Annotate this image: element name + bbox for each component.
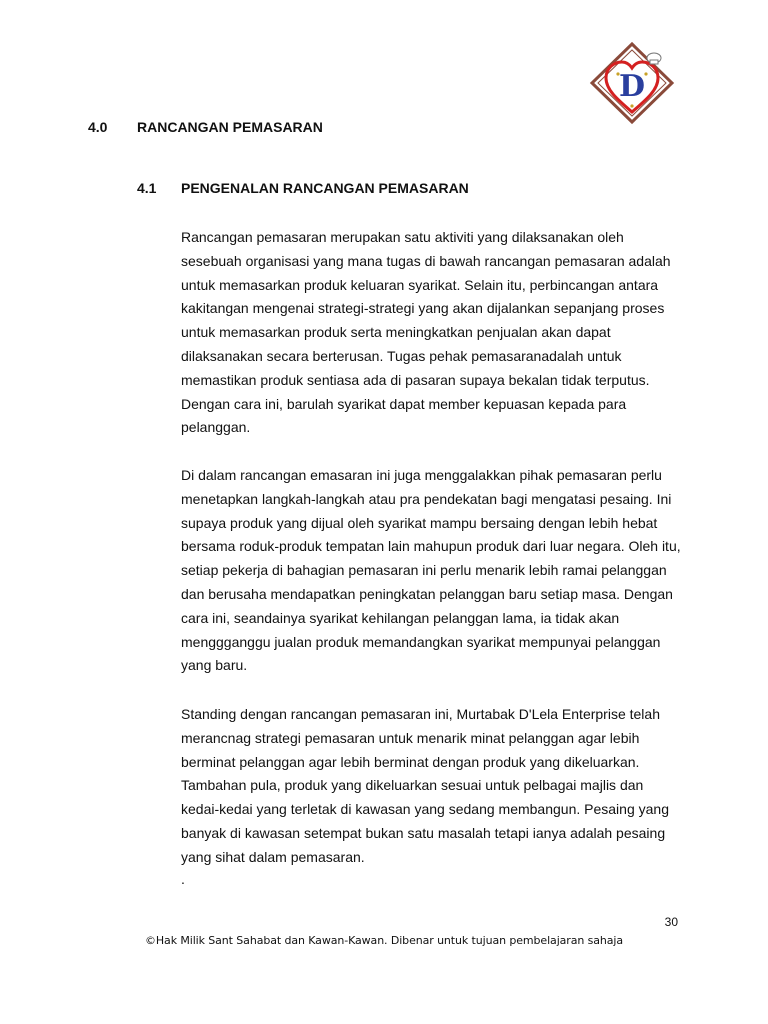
paragraph-line: kakitangan mengenai strategi-strategi yang akan dijalankan sepanjang proses [181,300,665,317]
paragraph-line: Tambahan pula, produk yang dikeluarkan sesuai untuk pelbagai majlis dan [181,777,644,794]
paragraph-line: menetapkan langkah-langkah atau pra pendekatan bagi mengatasi pesaing. Ini [181,490,672,507]
paragraph-1 [181,226,681,440]
paragraph-line: untuk memasarkan produk serta meningkatkan penjualan akan dapat [181,324,611,341]
paragraph-line: cara ini, seandainya syarikat kehilangan pelanggan lama, ia tidak akan [181,609,620,626]
paragraph-line: Standing dengan rancangan pemasaran ini, Murtabak D'Lela Enterprise telah [181,706,660,722]
paragraph-line: dan berusaha mendapatkan peningkatan pelanggan baru setiap masa. Dengan [181,585,673,602]
paragraph-line: berminat pelanggan agar lebih berminat dengan produk yang dikeluarkan. [181,753,640,770]
paragraph-2 [181,464,681,678]
subsection-title: PENGENALAN RANCANGAN PEMASARAN [181,180,469,196]
paragraph-line: Dengan cara ini, barulah syarikat dapat member kepuasan kepada para [181,395,627,412]
logo-letter: D [618,69,646,104]
paragraph-line: yang sihat dalam pemasaran. [181,848,365,865]
company-logo [588,40,676,126]
subsection-number: 4.1 [137,180,157,196]
paragraph-line: setiap pekerja di bahagian pemasaran ini perlu menarik lebih ramai pelanggan [181,562,667,579]
paragraph-line: dilaksanakan secara berterusan. Tugas pehak pemasaranadalah untuk [181,347,622,364]
paragraph-line: sesebuah organisasi yang mana tugas di bawah rancangan pemasaran adalah [181,252,671,269]
paragraph-line: menggganggu jualan produk memandangkan syarikat mempunyai pelanggan [181,633,661,650]
paragraph-line: kedai-kedai yang terletak di kawasan yang sedang membangun. Pesaing yang [181,801,669,818]
paragraph-line: bersama roduk-produk tempatan lain mahupun produk dari luar negara. Oleh itu, [181,538,681,555]
paragraph-line: pelanggan. [181,419,251,436]
paragraph-line: supaya produk yang dijual oleh syarikat mampu bersaing dengan lebih hebat [181,514,658,531]
paragraph-line: Di dalam rancangan emasaran ini juga menggalakkan pihak pemasaran perlu [181,467,662,483]
paragraph-3 [181,703,681,870]
page-number: 30 [664,915,678,929]
paragraph-line: Rancangan pemasaran merupakan satu aktiviti yang dilaksanakan oleh [181,229,624,245]
section-title: RANCANGAN PEMASARAN [137,119,323,135]
paragraph-line: banyak di kawasan setempat bukan satu masalah tetapi ianya adalah pesaing [181,824,666,841]
paragraph-line: yang baru. [181,657,248,674]
paragraph-line: memastikan produk sentiasa ada di pasaran supaya bekalan tidak terputus. [181,371,650,388]
trailing-period: . [181,871,185,887]
section-number: 4.0 [88,119,108,135]
paragraph-line: untuk memasarkan produk keluaran syarikat. Selain itu, perbincangan antara [181,276,659,293]
copyright-footer: ©Hak Milik Sant Sahabat dan Kawan-Kawan. Dibenar untuk tujuan pembelajaran sahaja [144,934,624,947]
paragraph-line: merancnag strategi pemasaran untuk menarik minat pelanggan agar lebih [181,729,640,746]
logo-graphic [588,40,676,126]
